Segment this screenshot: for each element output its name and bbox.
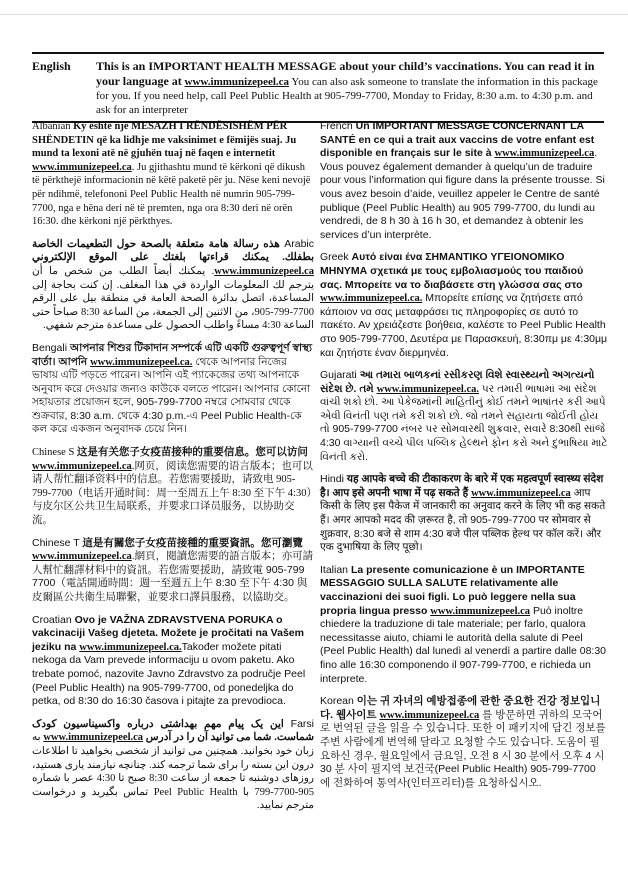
- message-rest: आप किसी के लिए इस पैकेज में जानकारी का अनुवाद करने के लिए भी कह सकते हैं। अगर आपको मदद की ज़रूरत है, तो 905-799-7700 पर सोमवार से शुक्रवार, 8:30 बजे से शाम 4:30 बजे पील पब्लिक हेल्थ पर कॉल करें। और एक दुभाषिया के लिए पूछो।: [320, 486, 606, 554]
- language-label: Greek: [320, 251, 349, 264]
- website-link[interactable]: www.immunizepeel.ca: [430, 605, 531, 617]
- message-lead: La presente comunicazione è un IMPORTANTE MESSAGGIO SULLA SALUTE relativamente alle vaccinazioni dei suoi figli. Lo può leggere nella sua propria lingua presso: [320, 563, 585, 617]
- website-link[interactable]: www.immunizepeel.ca: [494, 148, 595, 160]
- language-block-greek: [320, 251, 608, 360]
- message-rest: .網頁，閱讀您需要的語言版本；亦可請人幫忙翻譯材料中的資訊。若您需要援助，請致電 905-799 7700（電話開通時間：週一至週五上午 8:30 至下午 4:30 與皮爾區公共衛生局聯繫，並要求口譯員服務，以協助交。: [32, 550, 314, 603]
- message-lead: 这是有关您子女疫苗接种的重要信息。您可以访问: [76, 447, 308, 459]
- language-label: Hindi: [320, 473, 344, 486]
- language-block-italian: [320, 564, 608, 686]
- language-label: Arabic: [284, 237, 315, 250]
- english-message: [96, 59, 604, 117]
- message-lead: আপনার শিশুর টিকাদান সম্পর্কে এটি একটি গুরুত্বপূর্ণ স্বাস্থ্য বার্তা। আপনি: [32, 341, 312, 368]
- message-lead: यह आपके बच्चे की टीकाकरण के बारे में एक महत्वपूर्ण स्वास्थ्य संदेश है। आप इसे अपनी भाषा में पढ़ सकते हैं: [320, 473, 604, 499]
- language-block-hindi: [320, 473, 608, 555]
- english-header: [32, 52, 604, 123]
- website-link[interactable]: www.immunizepeel.ca: [32, 161, 132, 173]
- message-rest: থেকে আপনার নিজের ভাষায় এটি পড়তে পারেন। আপনি এই প্যাকেজের তথ্য আপনাকে অনুবাদ করে দেওয়ার জন্যও কাউকে বলতে পারেন। আপনার কোনো সহায়তার প্রয়োজন হলে, 905-799-7700 নম্বরে সোমবার থেকে শুক্রবার, 8:30 a.m. থেকে 4:30 p.m.-এ Peel Public Health-কে কল করে একজন অনুবাদক চেয়ে নিন।: [32, 355, 311, 436]
- website-link[interactable]: www.immunizepeel.ca.: [376, 383, 480, 395]
- message-rest: Također možete pitati nekoga da Vam prevede informaciju u ovom paketu. Ako trebate pomoć, nazovite Javno Zdravstvo za područje Peel (Peel Public Health) na 905-799-7700, od ponedeljka do petka, od 8:30 do 16:30 časova i pitajte za prevodioca.: [32, 640, 306, 708]
- language-label: Bengali: [32, 341, 68, 354]
- message-lead: Ovo je VAŽNA ZDRAVSTVENA PORUKA o vakcinaciji Vašeg djeteta. Možete je pročitati na Vašem jeziku na: [32, 613, 304, 653]
- website-link[interactable]: www.immunizepeel.ca: [379, 709, 480, 721]
- message-lead: આ તમારા બાળકનાં રસીકરણ વિશે સ્વાસ્થ્યનો અગત્યનો સંદેશ છે. તમે: [320, 369, 595, 395]
- language-label: Korean: [320, 695, 354, 708]
- right-column: [320, 120, 608, 799]
- message-lead: 이는 귀 자녀의 예방접종에 관한 중요한 건강 정보입니다. 웹사이트: [320, 695, 601, 721]
- language-label: Albanian: [32, 121, 71, 132]
- language-block-french: [320, 120, 608, 242]
- message-rest: You can also ask someone to translate the information in this package for you. If you need help, call Peel Public Health at 905-799-7700, Monday to Friday, 8:30 a.m. to 4:30 p.m. and ask for an interpreter: [96, 76, 598, 116]
- language-block-arabic: [32, 238, 314, 333]
- message-lead: این یک پیام مهم بهداشتی درباره واکسیناسیون کودک شماست. شما می توانید آن را در آدرس: [32, 718, 314, 744]
- language-block-bengali: [32, 342, 314, 437]
- message-rest: . Vous pouvez également demander à quelqu’un de traduire pour vous l’information qui figure dans la présente trousse. Si vous avez besoin d’aide, veuillez appeler le Centre de santé publique (Peel Public Health) au 905 799-7700, du lundi au vendredi, de 8 h 30 à 16 h 30, et demandez à obtenir les services d’un interprète.: [320, 147, 605, 241]
- language-block-chinese-t: [32, 537, 314, 605]
- language-block-farsi: [32, 718, 314, 813]
- message-rest: به زبان خود بخوانید. همچنین می توانید از شخصی بخواهید تا اطلاعات درون این بسته را برای شما ترجمه کند. چنانچه نیازمند یاری هستید، روزهای دوشنبه تا جمعه از ساعت 8:30 صبح تا 4:30 عصر با شماره 905-7700-799 با Peel Public Health تماس بگیرید و درخواست مترجم نمایید.: [32, 732, 315, 812]
- language-label: Croatian: [32, 613, 72, 626]
- language-block-albanian: [32, 120, 314, 229]
- message-lead: Un IMPORTANT MESSAGE CONCERNANT LA SANTÉ en ce qui a trait aux vaccins de votre enfant est disponible en français sur le site à: [320, 120, 595, 160]
- website-link[interactable]: www.immunizepeel.ca: [184, 76, 290, 88]
- website-link[interactable]: www.immunizepeel.ca: [471, 487, 571, 499]
- language-block-gujarati: [320, 369, 608, 464]
- language-label: Italian: [320, 563, 349, 576]
- language-block-croatian: [32, 614, 314, 709]
- message-lead: Αυτό είναι ένα ΣΗΜΑΝΤΙΚΟ ΥΓΕΙΟΝΟΜΙΚΟ ΜΗΝΥΜΑ σχετικά με τους εμβολιασμούς του παιδιού σας. Μπορείτε να το διαβάσετε στη γλώσσα σας στο: [320, 251, 584, 291]
- message-rest: પર તમારી ભાષામાં આ સંદેશ વાંચી શકો છો. આ પેકેજમાંની માહિતીનું કોઈ તમને ભાષાંતર કરી આપે એવી વિનંતી પણ તમે કરી શકો છો. જો તમને સહાયતા જોઈતી હોય તો 905-799-7700 નંબર પર સોમવારથી શુક્રવાર, સવારે 8:30થી સાંજે 4:30 વાગ્યાની વચ્ચે પીલ પબ્લિક હેલ્થને ફોન કરો અને દુભાષિયા માટે વિનંતી કરો.: [320, 382, 608, 463]
- message-rest: 를 방문하면 귀하의 모국어로 번역된 글을 읽을 수 있습니다. 또한 이 패키지에 담긴 정보를 주변 사람에게 번역해 달라고 요청할 수도 있습니다. 도움이 필요하신 경우, 월요일에서 금요일, 오전 8 시 30 분에서 오후 4 시 30 분 사이 필지역 보건국(Peel Public Health) 905-799-7700 에 전화하여 통역사(인터프리터)를 요청하십시오.: [320, 708, 606, 789]
- website-link[interactable]: www.immunizepeel.ca: [214, 265, 314, 277]
- language-label: Farsi: [290, 717, 315, 730]
- message-rest: .网页，阅读您需要的语言版本；也可以请人帮忙翻译资料中的信息。若您需要援助，请致电 905-799-7700（电话开通时间：周一至周五上午 8:30 至下午 4:30）与皮尔区公共卫生局联系，并要求口译员服务，以协助交流。: [32, 460, 313, 527]
- message-rest: Può inoltre chiedere la traduzione di tale materiale; per farlo, qualora necessitasse aiuto, chiami le autorità della salute di Peel (Peel Public Health) dal lunedì al venerdì a partire dalle 08:30 fino alle 16:30 componendo il 907-799-7700, e richieda un interprete.: [320, 604, 607, 685]
- language-label: Chinese S: [32, 447, 75, 459]
- message-lead: Ky është një MESAZH I RËNDËSISHËM PËR SHËNDETIN që ka lidhje me vaksinimet e fëmijës suaj. Ju mund ta lexoni atë në gjuhën tuaj në faqen e internetit: [32, 121, 297, 160]
- language-label: Gujarati: [320, 369, 357, 382]
- language-label: Chinese T: [32, 536, 80, 549]
- website-link[interactable]: www.immunizepeel.ca.: [90, 356, 193, 368]
- language-block-chinese-s: [32, 446, 314, 528]
- website-link[interactable]: www.immunizepeel.ca: [43, 732, 144, 744]
- language-label: English: [32, 59, 71, 73]
- website-link[interactable]: www.immunizepeel.ca.: [79, 641, 182, 653]
- message-rest: Μπορείτε επίσης να ζητήσετε από κάποιον να σας μεταφράσει τις πληροφορίες σε αυτό το πακέτο. Αν χρειάζεστε βοήθεια, καλέστε το Peel Public Health στο 905-799-7700, Δευτέρα με Παρασκευή, 8:30πμ με 4:30μμ και ζητήστε έναν διερμηνέα.: [320, 292, 608, 359]
- language-block-korean: [320, 695, 608, 790]
- message-rest: . يمكنك أيضاً الطلب من شخص ما أن يترجم لك المعلومات الواردة في هذا المغلف. إن كنت بحاجة إلى المساعدة، اتصل بدائرة الصحة العامة في منطقة بيل على الرقم 7700-799-905، من الاثنين إلى الجمعة، من الساعة 8:30 صباحاً حتى الساعة 4:30 مساءً واطلب الحصول على مساعدة مترجم شفهي.: [32, 265, 314, 332]
- message-lead: هذه رسالة هامة متعلقة بالصحة حول التطعيمات الخاصة بطفلك. يمكنك قراءتها بلغتك على الموقع الإلكتروني: [32, 238, 314, 264]
- website-link[interactable]: www.immunizepeel.ca.: [320, 293, 423, 305]
- website-link[interactable]: www.immunizepeel.ca: [32, 551, 132, 563]
- scan-artifact: [0, 14, 628, 15]
- message-lead: 這是有關您子女疫苗接種的重要資訊。您可瀏覽: [82, 536, 303, 549]
- message-rest: . Ju gjithashtu mund të kërkoni që dikush të përkthejë informacionin në këtë paketë për ju. Nëse keni nevojë për ndihmë, telefononi Peel Public Health në numrin 905-799-7700, nga e hëna deri në të premten, nga ora 8:30 deri në orën 16:30. dhe kërkoni një përkthyes.: [32, 161, 311, 228]
- message-lead: This is an IMPORTANT HEALTH MESSAGE about your child’s vaccinations. You can read it in your language at: [96, 59, 595, 88]
- language-label: French: [320, 120, 353, 132]
- website-link[interactable]: www.immunizepeel.ca: [32, 460, 132, 472]
- left-column: [32, 120, 314, 822]
